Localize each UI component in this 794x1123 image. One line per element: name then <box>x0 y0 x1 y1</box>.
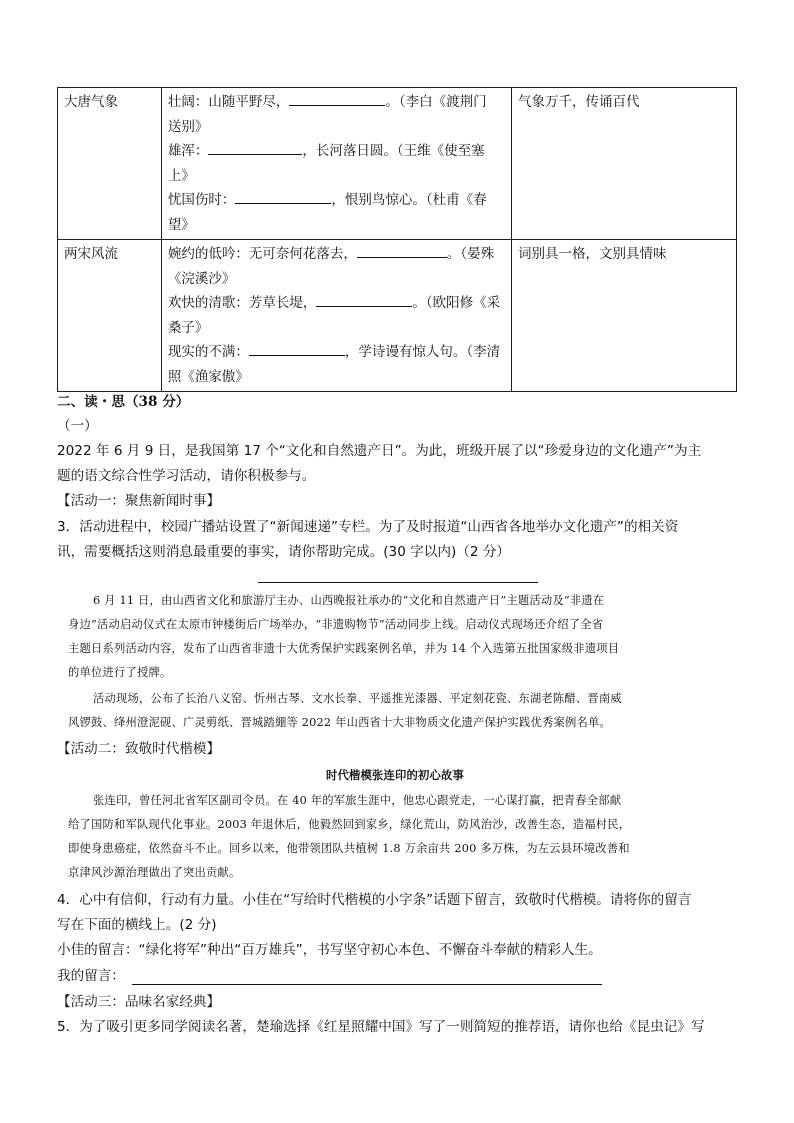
question-4: 4．心中有信仰，行动有力量。小佳在“写给时代楷模的小字条”话题下留言，致敬时代楷模。请将你的留言 <box>57 892 692 908</box>
news-text: 身边”活动启动仪式在太原市钟楼街后广场举办，“非遗购物节”活动同步上线。启动仪式现场还介绍了全省 <box>68 618 604 631</box>
story-text: 京津风沙源治理做出了突出贡献。 <box>68 866 241 879</box>
question-3: 讯，需要概括这则消息最重要的事实，请你帮助完成。(30 字以内)（2 分） <box>57 544 511 560</box>
poem-cell <box>161 240 511 392</box>
poem-line: 送别》 <box>167 118 209 135</box>
poem-line: 望》 <box>167 216 195 233</box>
answer-blank[interactable] <box>208 140 302 155</box>
part-label: （一） <box>57 418 98 434</box>
story-text: 张连印，曾任河北省军区副司令员。在 40 年的军旅生涯中，他忠心跟党走，一心谋打赢，把青春全部献 <box>93 794 622 807</box>
section-heading: 二、读・思（38 分） <box>57 394 190 410</box>
story-title: 时代楷模张连印的初心故事 <box>326 768 464 782</box>
news-text: 6 月 11 日，由山西省文化和旅游厅主办、山西晚报社承办的“文化和自然遗产日”主题活动及“非遗在 <box>93 594 605 607</box>
activity-heading: 【活动二：致敬时代楷模】 <box>57 741 221 757</box>
intro-text: 2022 年 6 月 9 日，是我国第 17 个“文化和自然遗产日”。为此，班级开展了以“珍爱身边的文化遗产”为主 <box>57 443 702 459</box>
answer-blank[interactable] <box>249 341 345 356</box>
intro-text: 题的语文综合性学习活动，请你积极参与。 <box>57 468 316 484</box>
poem-line: 婉约的低吟：无可奈何花落去， 。（晏殊 <box>168 242 505 267</box>
note-cell: 词别具一格，文别具情味 <box>511 240 736 392</box>
question-5: 5．为了吸引更多同学阅读名著，楚瑜选择《红星照耀中国》写了一则简短的推荐语，请你也给《昆虫记》写 <box>57 1019 705 1035</box>
category-cell: 两宋风流 <box>58 240 162 392</box>
news-text: 主题日系列活动内容，发布了山西省非遗十大优秀保护实践案例名单，并为 14 个入选第五批国家级非遗项目 <box>68 642 620 655</box>
poem-line: 上》 <box>167 167 195 184</box>
poem-cell <box>161 88 511 240</box>
activity-heading: 【活动三：品味名家经典】 <box>57 994 221 1010</box>
poem-line: 照《渔家傲》 <box>167 368 249 385</box>
answer-blank[interactable] <box>235 189 331 204</box>
news-text: 活动现场，公布了长治八义窑、忻州古琴、文水长拳、平遥推光漆器、平定刻花瓷、东湖老陈醋、晋南威 <box>93 692 622 705</box>
poetry-table <box>57 87 737 392</box>
answer-line[interactable] <box>132 984 602 985</box>
poem-line: 桑子》 <box>167 319 209 336</box>
table-row <box>58 88 737 240</box>
table-row <box>58 240 737 392</box>
activity-heading: 【活动一：聚焦新闻时事】 <box>57 493 221 509</box>
question-4: 写在下面的横线上。(2 分) <box>57 917 217 933</box>
news-text: 的单位进行了授牌。 <box>68 666 172 679</box>
news-text: 风锣鼓、绛州澄泥砚、广灵剪纸、晋城踏綳等 2022 年山西省十大非物质文化遗产保护实践优秀案例名单。 <box>68 716 611 729</box>
answer-blank[interactable] <box>316 292 412 307</box>
poem-line: 雄浑： ，长河落日圆。（王维《使至塞 <box>168 139 505 164</box>
answer-blank[interactable] <box>289 91 385 106</box>
story-text: 给了国防和军队现代化事业。2003 年退休后，他毅然回到家乡，绿化荒山，防风治沙，改善生态，造福村民， <box>68 818 631 831</box>
answer-line[interactable] <box>258 582 538 583</box>
poem-line: 《浣溪沙》 <box>167 270 236 287</box>
poem-line: 壮阔：山随平野尽， 。（李白《渡荆门 <box>168 90 505 115</box>
poem-line: 现实的不满： ，学诗谩有惊人句。（李清 <box>168 340 505 365</box>
poem-line: 忧国伤时： ，恨别鸟惊心。（杜甫《春 <box>168 188 505 213</box>
my-message-label: 我的留言： <box>57 968 125 984</box>
story-text: 即使身患癌症，依然奋斗不止。回乡以来，他带领团队共植树 1.8 万余亩共 200 多万株，为左云县环境改善和 <box>68 842 630 855</box>
example-message: 小佳的留言：“绿化将军”种出“百万雄兵”，书写坚守初心本色、不懈奋斗奉献的精彩人生。 <box>57 942 602 958</box>
poem-line: 欢快的清歌：芳草长堤， 。（欧阳修《采 <box>168 291 505 316</box>
question-3: 3．活动进程中，校园广播站设置了“新闻速递”专栏。为了及时报道“山西省各地举办文化遗产”的相关资 <box>57 519 679 535</box>
answer-blank[interactable] <box>357 243 447 258</box>
category-cell: 大唐气象 <box>58 88 162 240</box>
note-cell: 气象万千，传诵百代 <box>511 88 736 240</box>
